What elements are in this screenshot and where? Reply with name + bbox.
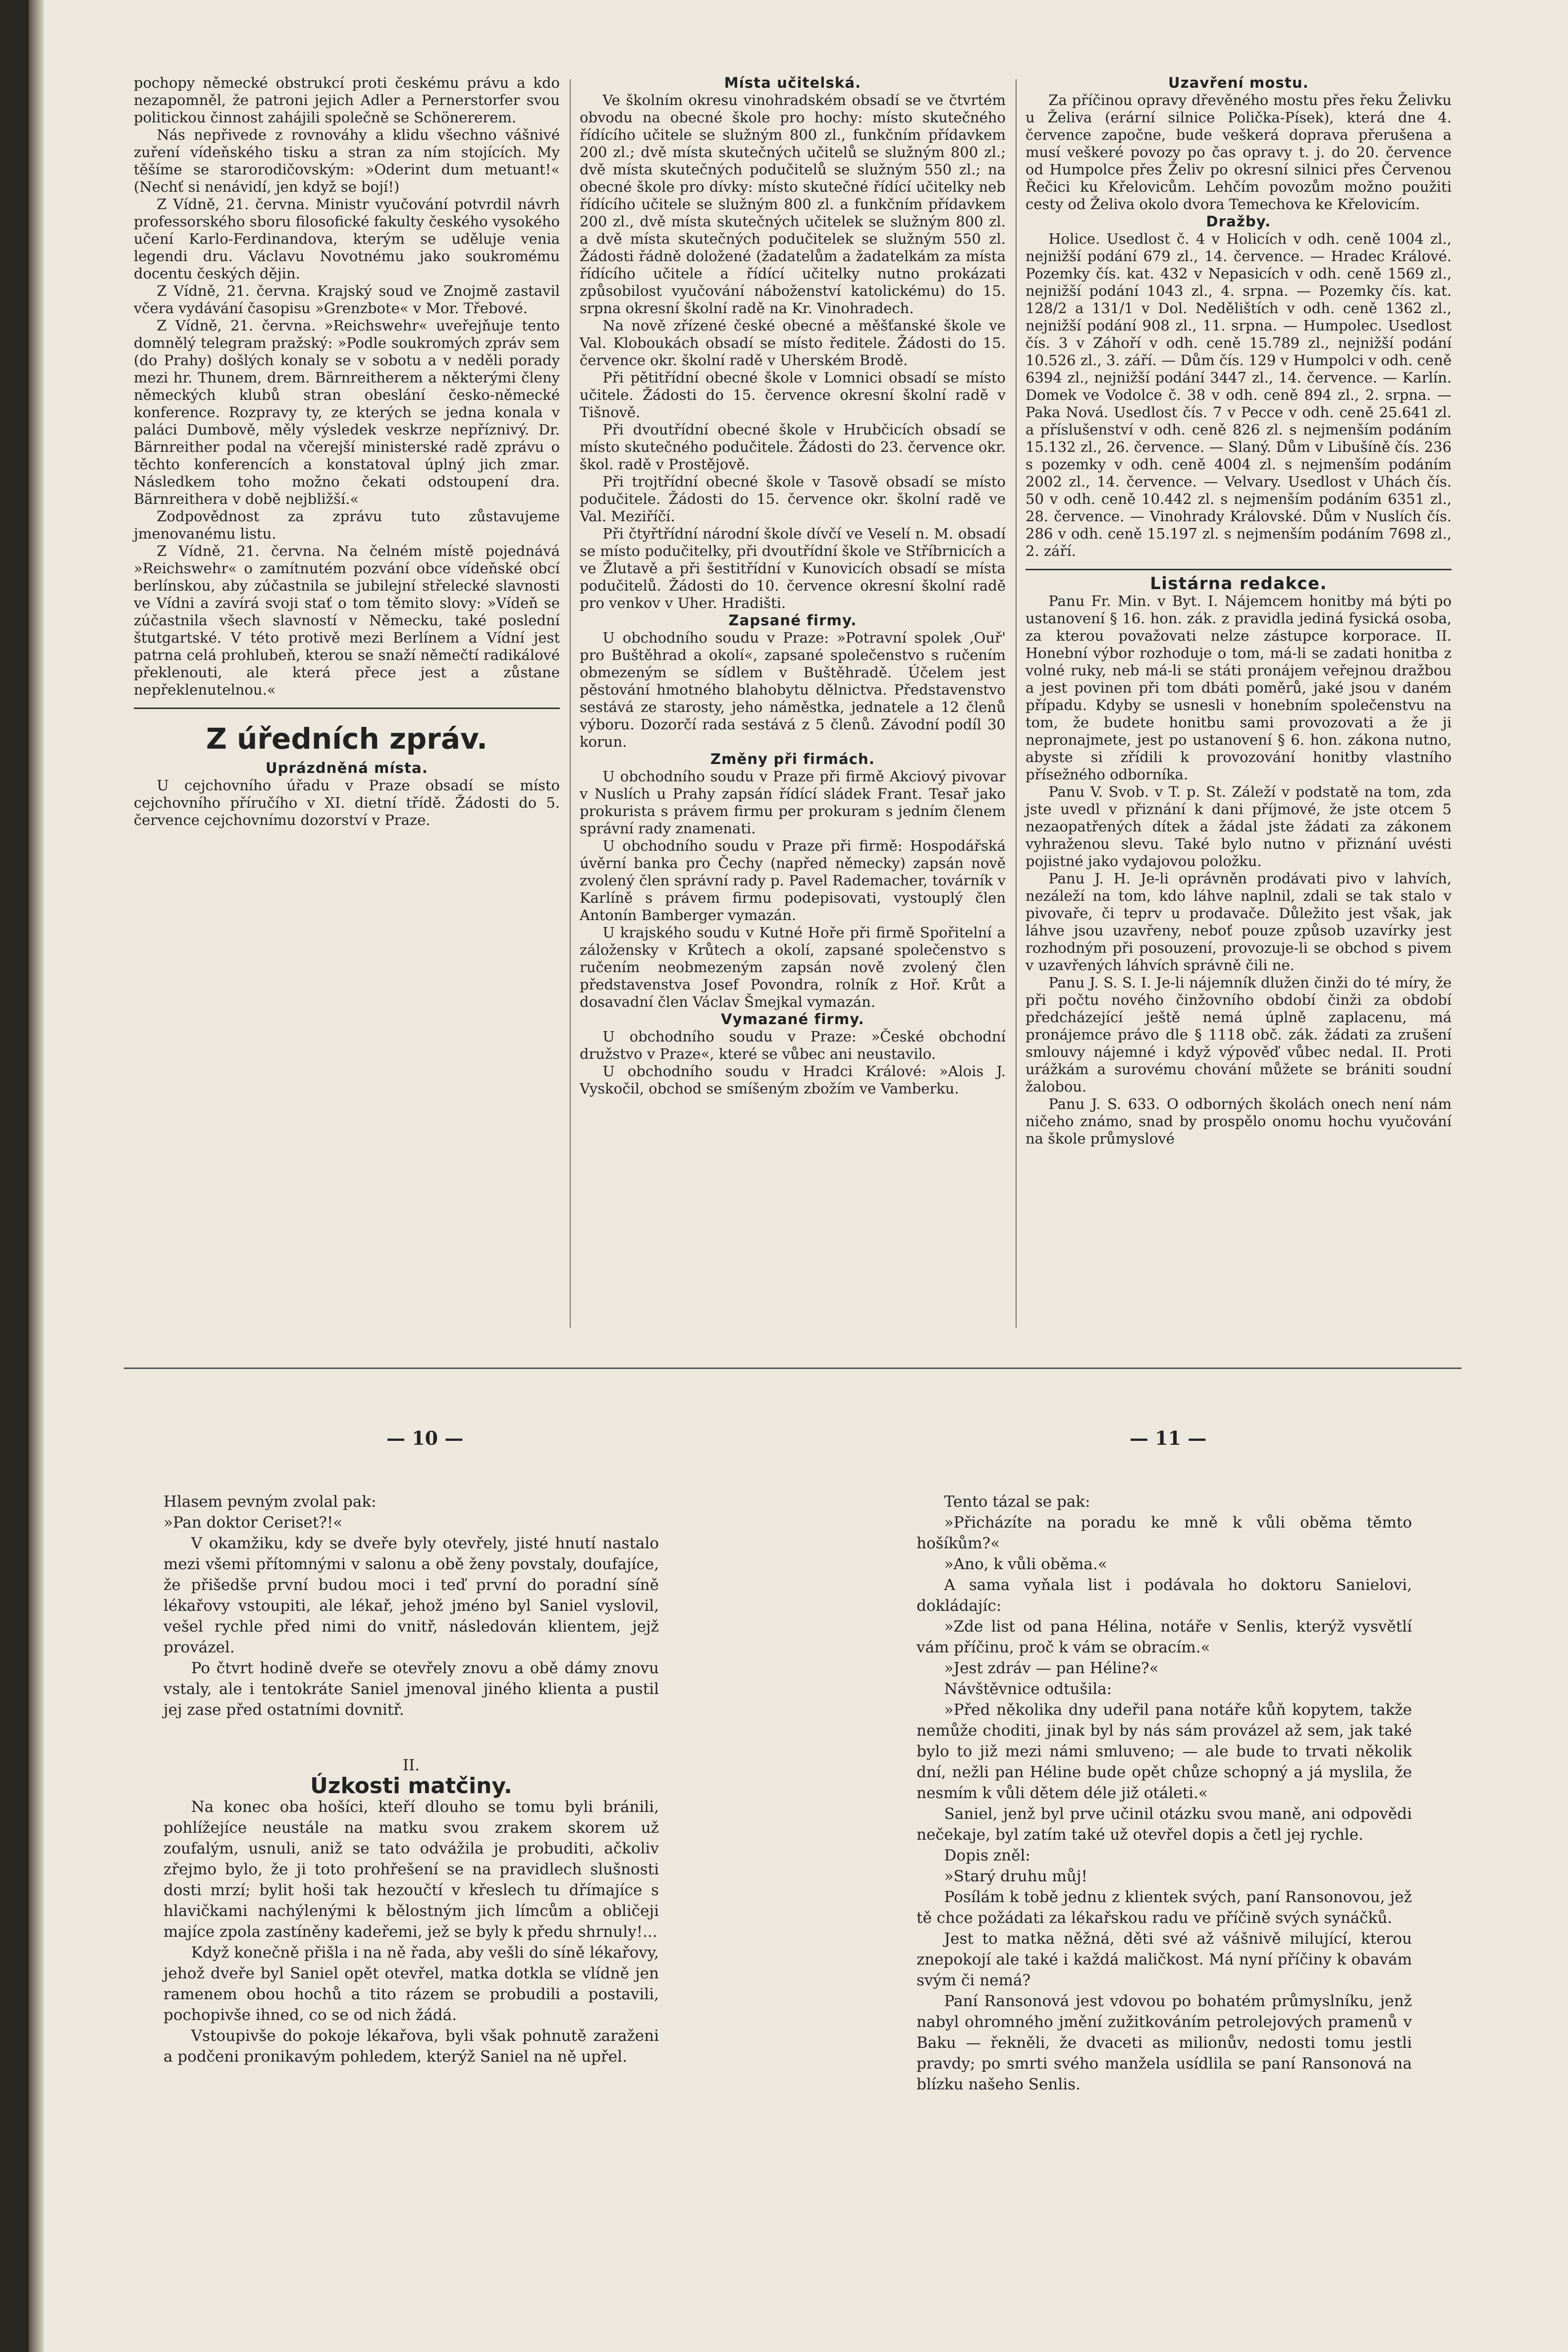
subsection-heading: Uprázdněná místa. [265,760,429,776]
news-paragraph: U krajského soudu v Kutné Hoře při firmě Spořitelní a záložensky v Krůtech a okolí, zapsané společenstvo s ručením neobmezeným zapsán nově zvolený člen představenstva Josef Povondra, rolník z Hoř. Krůt a dosavadní člen Václav Šmejkal vymazán. [580,924,1006,1010]
story-paragraph: Návštěvnice odtušila: [944,1680,1112,1698]
column-divider [1016,79,1017,1328]
page-number-left: — 10 — [386,1427,464,1449]
story-line: Hlasem pevným zvolal pak: [163,1493,377,1511]
news-paragraph: Panu V. Svob. v T. p. St. Záleží v podstatě na tom, zda jste uvedl v přiznání k dani příjmové, že jste otcem 5 nezaopatřených dítek a žádal jste žádati za zákonem vyhraženou slevu. Také bylo nutno v přiznání uvésti pojistné jako vydajovou položku. [1026,783,1452,870]
section-rule [1026,569,1452,570]
news-paragraph: U obchodního soudu v Praze: »České obchodní družstvo v Praze«, které se vůbec ani neustavilo. [580,1028,1006,1062]
story-paragraph: »Jest zdráv — pan Héline?« [944,1659,1159,1677]
story-paragraph: A sama vyňala list i podávala ho doktoru Sanielovi, dokládajíc: [917,1576,1412,1615]
story-paragraph: V okamžiku, kdy se dveře byly otevřely, jisté hnutí nastalo mezi všemi přítomnými v salonu a obě ženy povstaly, doufajíce, že přišedše první budou moci i teď první do poradní síně lékařovy vstoupiti, ale lékař, jehož jméno byl Saniel vyslovil, vešel rychle před nimi do vnitř, následován klientem, jejž provázel. [163,1534,659,1656]
news-paragraph: U obchodního soudu v Praze při firmě Akciový pivovar v Nuslích u Prahy zapsán řídící sládek Frant. Tesař jako prokurista s právem firmu per prokuram s jedním členem správní rady znamenati. [580,768,1006,837]
subsection-heading: Dražby. [1206,213,1271,230]
story-page-right [917,1491,1412,2095]
book-spine [0,0,29,2352]
story-paragraph: Jest to matka něžná, děti své až vášnivě milující, kterou znepokojí ale také i každá maličkost. Má nyní příčiny k obavám svým či nemá? [917,1930,1412,1989]
news-paragraph: U obchodního soudu v Praze při firmě: Hospodářská úvěrní banka pro Čechy (napřed německy) zapsán nově zvolený člen správní rady p. Pavel Rademacher, továrník v Karlíně s právem firmu podepisovati, vystouplý člen Antonín Bamberger vymazán. [580,837,1006,924]
subsection-heading: Místa učitelská. [724,74,862,91]
story-line: Tento tázal se pak: [944,1493,1090,1511]
story-paragraph: »Před několika dny udeřil pana notáře kůň kopytem, takže nemůže choditi, jinak byl by nás sám provázel až sem, jak také bylo to již mezi námi smluveno; — ale bude to trvati několik dní, nežli pan Héline bude opět chůze schopný a já myslila, že nesmím k vůli dětem déle již otáleti.« [917,1701,1412,1802]
news-paragraph: Panu J. S. S. I. Je-li nájemník dlužen činži do té míry, že při počtu nového činžovního období činži za období předcházející ještě nemá úplně zaplacenu, má pronájemce právo dle § 1118 obč. zák. žádati za zrušení smlouvy nájemné i když výpověď vůbec nedal. II. Proti urážkám a surovému chování můžete se brániti soudní žalobou. [1026,974,1452,1095]
news-paragraph: pochopy německé obstrukcí proti českému právu a kdo nezapomněl, že patroni jejich Adler a Pernerstorfer svou politickou činnost zahájili společně se Schönererem. [134,74,560,126]
page-cut-rule [124,1367,1461,1369]
subsection-heading: Listárna redakce. [1150,574,1327,594]
chapter-title: Úzkosti matčiny. [310,1773,512,1799]
story-paragraph: Na konec oba hošíci, kteří dlouho se tomu byli bránili, pohlížejíce neustále na matku svou zrakem skorem už zoufalým, usnuli, aniž se tato odvážila je probuditi, ačkoliv zřejmo bylo, že ji toto prohřešení se na pravidlech slušnosti dosti mrzí; bylit hoši tak hezoučtí v křeslech tu dřímajíce s hlavičkami nachýlenými k bělostným jich límcům a obličeji majíce zpola zastíněny kadeřemi, jež se byly k předu shrnuly!... [163,1798,659,1941]
story-paragraph: Dopis zněl: [944,1847,1030,1864]
subsection-heading: Změny při firmách. [710,751,875,767]
news-paragraph: Ve školním okresu vinohradském obsadí se ve čtvrtém obvodu na obecné škole pro hochy: místo skutečného řídícího učitele se služným 800 zl., funkčním přídavkem 200 zl.; dvě místa skutečných učitelů se služným 800 zl.; dvě místa skutečných podučitelů se služným 550 zl.; na obecné škole pro dívky: místo skutečné řídící učitelky neb řídícího učitele se služným 800 zl. a funkčním přídavkem 200 zl., dvě místa skutečných učitelek se služným 800 zl. a dvě místa skutečných podučitelek se služným 550 zl. Žádosti řádně doložené (žadatelům a žadatelkám za místa řídícího učitele a řídící učitelky nutno prokázati způsobilost vyučování náboženství katolickému) do 15. srpna okresní školní radě na Kr. Vinohradech. [580,92,1006,317]
story-paragraph: Posílám k tobě jednu z klientek svých, paní Ransonovou, jež tě chce požádati za lékařskou radu ve příčině svých synáčků. [917,1888,1412,1927]
subsection-heading: Vymazané firmy. [721,1011,865,1028]
news-paragraph: Z Vídně, 21. června. Ministr vyučování potvrdil návrh professorského sboru filosofické fakulty českého vysokého učení Karlo-Ferdinandova, kterým se uděluje venia legendi dru. Václavu Novotnému jako soukromému docentu českých dějin. [134,196,560,282]
story-paragraph: Když konečně přišla i na ně řada, aby vešli do síně lékařovy, jehož dveře byl Saniel opět otevřel, matka dotkla se vlídně jen ramenem obou hochů a tito rázem se probudili a postavili, pochopivše ihned, co se od nich žádá. [163,1944,659,2024]
story-paragraph: »Starý druhu můj! [944,1867,1087,1885]
page-number-right: — 11 — [1130,1427,1207,1449]
story-paragraph: Vstoupivše do pokoje lékařova, byli však pohnutě zaraženi a podčeni pronikavým pohledem, kterýž Saniel na ně upřel. [163,2027,659,2066]
news-paragraph: Při pětitřídní obecné škole v Lomnici obsadí se místo učitele. Žádosti do 15. července okresní školní radě v Tišnově. [580,369,1006,421]
column-3 [1026,74,1452,1148]
subsection-heading: Uzavření mostu. [1168,74,1309,91]
news-paragraph: Za příčinou opravy dřevěného mostu přes řeku Želivku u Želiva (erární silnice Polička-Písek), která dne 4. července započne, bude veškerá doprava přerušena a musí veškeré povozy po čas opravy t. j. do 20. července od Humpolce přes Želiv po okresní silnici přes Červenou Řečici ku Křelovicům. Lehčím povozům možno použiti cesty od Želiva okolo dvora Temechova ke Křelovicím. [1026,92,1452,213]
story-paragraph: Saniel, jenž byl prve učinil otázku svou maně, ani odpovědi nečekaje, byl zatím také už otevřel dopis a četl jej rychle. [917,1805,1412,1844]
story-paragraph: Paní Ransonová jest vdovou po bohatém průmyslníku, jenž nabyl ohromného jmění zužitkováním petrolejových pramenů v Baku — řekněli, že dvaceti as milionův, nedosti tomu jestli pravdy; po smrti svého manžela usídlila se paní Ransonová na blízku našeho Senlis. [917,1992,1412,2093]
story-paragraph: »Přicházíte na poradu ke mně k vůli oběma těmto hošíkům?« [917,1514,1412,1552]
section-rule [134,708,560,709]
story-page-left [163,1491,659,2067]
story-paragraph: »Zde list od pana Hélina, notáře v Senlis, kterýž vysvětlí vám příčinu, proč k vám se obracím.« [917,1618,1412,1656]
news-paragraph: Při čtyřtřídní národní škole dívčí ve Veselí n. M. obsadí se místo podučitelky, při dvoutřídní škole ve Stříbrnicích a ve Žlutavě a při šestitřídní v Kunovicích obsadí se místa podučitelů. Žádosti do 10. července okresní školní radě pro venkov v Uher. Hradišti. [580,525,1006,611]
news-paragraph: Při dvoutřídní obecné škole v Hrubčicích obsadí se místo skutečného podučitele. Žádosti do 23. července okr. škol. radě v Prostějově. [580,421,1006,473]
news-paragraph: Holice. Usedlost č. 4 v Holicích v odh. ceně 1004 zl., nejnižší podání 679 zl., 14. července. — Hradec Králové. Pozemky čís. kat. 432 v Nepasicích v odh. ceně 1569 zl., nejnižší podání 1043 zl., 4. srpna. — Pozemky čís. kat. 128/2 a 131/1 v Dol. Nedělištích v odh. ceně 1362 zl., nejnižší podání 908 zl., 11. srpna. — Humpolec. Usedlost čís. 3 v Záhoří v odh. ceně 15.789 zl., nejnižší podání 10.526 zl., 3. září. — Dům čís. 129 v Humpolci v odh. ceně 6394 zl., nejnižší podání 3447 zl., 14. července. — Karlín. Domek ve Vodolce č. 38 v odh. ceně 894 zl., 2. srpna. — Paka Nová. Usedlost čís. 7 v Pecce v odh. ceně 25.641 zl. a příslušenství v odh. ceně 826 zl. s nejmenším podáním 15.132 zl., 26. července. — Slaný. Dům v Libušíně čís. 236 s pozemky v odh. ceně 4004 zl. s nejmenším podáním 2002 zl., 14. července. — Velvary. Usedlost v Uhách čís. 50 v odh. ceně 10.442 zl. s nejmenším podáním 6351 zl., 28. července. — Vinohrady Královské. Dům v Nuslích čís. 286 v odh. ceně 15.197 zl. s nejmenším podáním 7698 zl., 2. září. [1026,230,1452,559]
news-paragraph: Panu Fr. Min. v Byt. I. Nájemcem honitby má býti po ustanovení § 16. hon. zák. z pravidla jediná fysická osoba, za kterou považovati nelze zástupce korporace. II. Honební výbor rozhoduje o tom, má-li se zadati honitba z volné ruky, neb má-li se státi pronájem veřejnou dražbou a jest povinen při tom dbáti poměrů, jaké jsou v daném případu. Kdyby se usnesli v honebním společenstvu na tom, že budete honitbu sami provozovati a že ji nepronajmete, jest po ustanovení § 6. hon. zákona nutno, abyste si zřídili k provozování honitby vlastního přísežného odborníka. [1026,593,1452,783]
news-paragraph: U cejchovního úřadu v Praze obsadí se místo cejchovního příručího v XI. dietní třídě. Žádosti do 5. července cejchovnímu dozorství v Praze. [134,777,560,828]
story-paragraph: Po čtvrt hodině dveře se otevřely znovu a obě dámy znovu vstaly, ale i tentokráte Saniel jmenoval jiného klienta a pustil jej zase před ostatními dovnitř. [163,1659,659,1719]
news-paragraph: Panu J. S. 633. O odborných školách onech není nám ničeho známo, snad by prospělo onomu hochu vyučování na škole průmyslové [1026,1095,1452,1147]
story-line: »Pan doktor Ceriset?!« [163,1514,343,1532]
column-2 [580,74,1006,1097]
news-paragraph: Z Vídně, 21. června. Na čelném místě pojednává »Reichswehr« o zamítnutém pozvání obce vídeňské obcí berlínskou, aby zúčastnila se jubilejní střelecké slavnosti ve Vídni a zavírá svoji stať o tom těmito slovy: »Vídeň se zúčastnila všech slavností v Německu, také poslední štutgartské. V této protivě mezi Berlínem a Vídní jest patrna celá prohlubeň, kterou se snaží němečtí radikálové překlenouti, ale která přece jest a zůstane nepřeklenutelnou.« [134,543,560,698]
news-paragraph: Panu J. H. Je-li oprávněn prodávati pivo v lahvích, nezáleží na tom, kdo láhve naplnil, zdali se tak stalo v pivovaře, či teprv u prodavače. Důležito jest však, jak láhve jsou uzavřeny, neboť pouze způsob uzavírky jest rozhodným při posouzení, provozuje-li se obchod s pivem v uzavřených láhvích správně čili ne. [1026,870,1452,974]
news-paragraph: Zodpovědnost za zprávu tuto zůstavujeme jmenovanému listu. [134,508,560,542]
news-paragraph: Nás nepřivede z rovnováhy a klidu všechno vášnivé zuření vídeňského tisku a stran za ním stojících. My těšíme se starorodičovským: »Oderint dum metuant!« (Nechť si nenávidí, jen když se bojí!) [134,126,560,195]
column-1 [134,74,560,829]
section-heading: Z úředních zpráv. [206,722,488,756]
news-paragraph: Z Vídně, 21. června. Krajský soud ve Znojmě zastavil včera vydávání časopisu »Grenzbote« v Mor. Třebové. [134,282,560,317]
news-paragraph: U obchodního soudu v Praze: »Potravní spolek ‚Ouř' pro Buštěhrad a okolí«, zapsané společenstvo s ručením obmezeným se sídlem v Buštěhradě. Účelem jest pěstování hmotného blahobytu dělnictva. Představenstvo sestává ze starosty, jeho náměstka, jednatele a 12 členů výboru. Dozorčí rada sestává z 5 členů. Závodní podíl 30 korun. [580,629,1006,750]
chapter-number: II. [402,1756,420,1774]
subsection-heading: Zapsané firmy. [728,612,857,629]
column-divider [570,79,571,1328]
news-paragraph: Z Vídně, 21. června. »Reichswehr« uveřejňuje tento domnělý telegram pražský: »Podle soukromých zpráv sem (do Prahy) došlých konaly se v sobotu a v neděli porady mezi hr. Thunem, drem. Bärnreitherem a některými členy německých klubů stran obeslání česko-německé konference. Rozpravy ty, ze kterých se jedna konala v paláci Dumbově, měly výsledek veskrze nepříznivý. Dr. Bärnreither podal na včerejší ministerské radě zprávu o těchto konferencích a konstatoval úplný jich zmar. Následkem toho možno čekati odstoupení dra. Bärnreithera v době nejbližší.« [134,317,560,507]
story-paragraph: »Ano, k vůli oběma.« [944,1555,1107,1573]
news-paragraph: U obchodního soudu v Hradci Králové: »Alois J. Vyskočil, obchod se smíšeným zbožím ve Vamberku. [580,1063,1006,1097]
news-paragraph: Při trojtřídní obecné škole v Tasově obsadí se místo podučitele. Žádosti do 15. července okr. školní radě ve Val. Meziříčí. [580,473,1006,525]
news-paragraph: Na nově zřízené české obecné a měšťanské škole ve Val. Kloboukách obsadí se místo ředitele. Žádosti do 15. července okr. školní radě v Uherském Brodě. [580,317,1006,369]
